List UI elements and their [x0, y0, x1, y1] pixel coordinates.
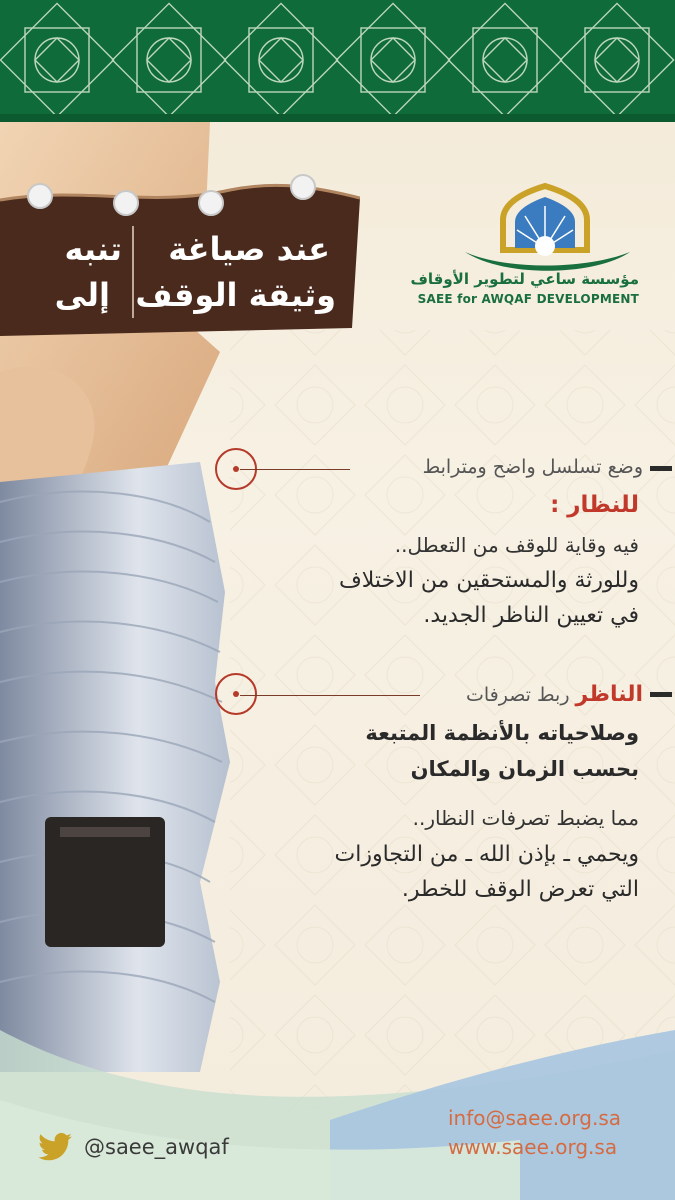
title-left-line1: عند صياغة: [168, 230, 330, 268]
title-right-line1: تنبه: [64, 230, 122, 268]
logo-name-arabic: مؤسسة ساعي لتطوير الأوقاف: [410, 270, 639, 288]
contact-email[interactable]: info@saee.org.sa: [448, 1106, 621, 1130]
section1-bullet: [650, 466, 672, 471]
section2-line3: مما يضبط تصرفات النظار..: [412, 806, 639, 830]
pushpin-4: [290, 174, 316, 200]
section1-line1: فيه وقاية للوقف من التعطل..: [394, 533, 639, 557]
contact-website[interactable]: www.saee.org.sa: [448, 1135, 618, 1159]
title-left-line2: وثيقة الوقف: [135, 276, 336, 314]
top-ornament-band: [0, 0, 675, 122]
section2-heading-highlight: الناظر: [575, 682, 643, 707]
section2-marker-ring: [215, 673, 257, 715]
logo-name-english: SAEE for AWQAF DEVELOPMENT: [417, 292, 639, 306]
section2-connector-line: [240, 695, 420, 696]
section2-bullet: [650, 692, 672, 697]
section1-line2: وللورثة والمستحقين من الاختلاف: [339, 568, 639, 593]
twitter-bird-icon: [38, 1133, 72, 1161]
title-right-line2: إلى: [54, 276, 110, 314]
section1-connector-line: [240, 469, 350, 470]
pushpin-2: [113, 190, 139, 216]
section2-heading: [466, 682, 643, 707]
section2-heading-plain: ربط تصرفات: [465, 684, 570, 706]
section2-line2: بحسب الزمان والمكان: [410, 757, 639, 781]
footer-wave-decoration: [0, 990, 675, 1200]
pushpin-3: [198, 190, 224, 216]
twitter-handle[interactable]: @saee_awqaf: [84, 1135, 229, 1159]
section2-line5: التي تعرض الوقف للخطر.: [401, 877, 639, 902]
section1-heading: وضع تسلسل واضح ومترابط: [422, 456, 643, 478]
section2-line4: ويحمي ـ بإذن الله ـ من التجاوزات: [334, 842, 639, 867]
pushpin-1: [27, 183, 53, 209]
section1-highlight: للنظار :: [550, 492, 639, 518]
section2-line1: وصلاحياته بالأنظمة المتبعة: [365, 721, 639, 745]
section1-line3: في تعيين الناظر الجديد.: [423, 603, 639, 628]
title-banner: [0, 178, 360, 338]
